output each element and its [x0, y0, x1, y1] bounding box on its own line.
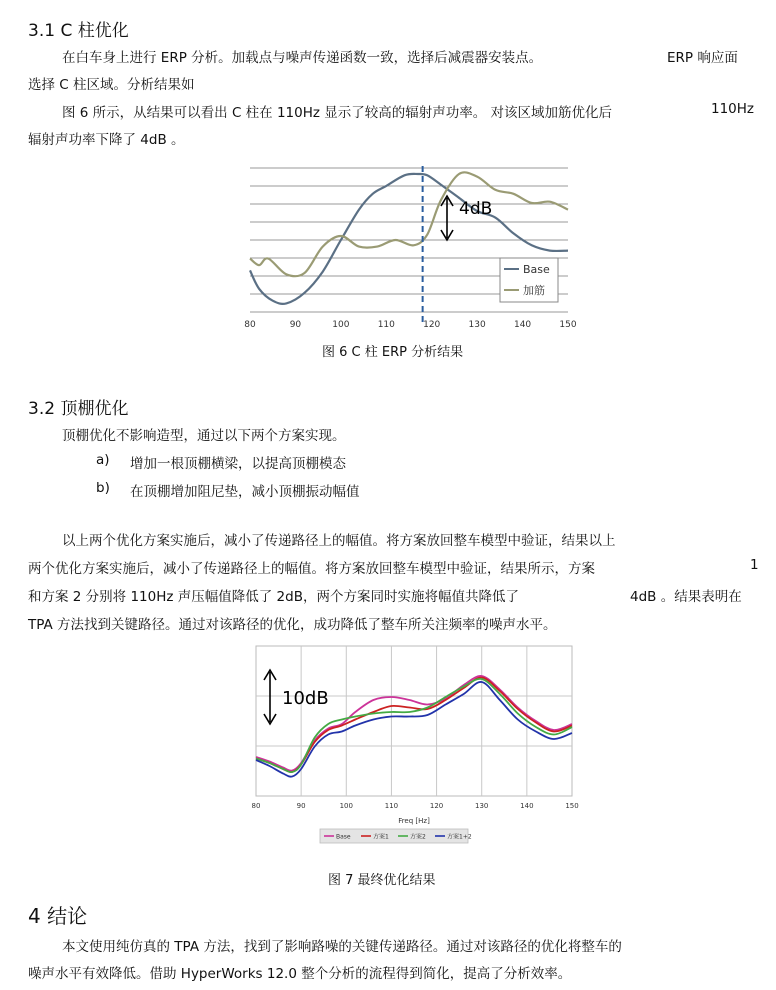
- s31-line-1-right: ERP 响应面: [667, 50, 738, 66]
- s31-line-3: 图 6 所示，从结果可以看出 C 柱在 110Hz 显示了较高的辐射声功率。 对该区域加筋优化后: [62, 105, 613, 121]
- figure-7-x-tick-label: 140: [520, 802, 534, 810]
- s32-para-line-1: 以上两个优化方案实施后，减小了传递路径上的幅值。将方案放回整车模型中验证，结果以上: [62, 533, 616, 549]
- s32-para-line-2-right: 1: [750, 557, 759, 573]
- figure-6-legend-base: Base: [523, 263, 550, 276]
- figure-6-x-ticks: [244, 320, 577, 330]
- figure-7-x-tick-label: 120: [429, 802, 444, 810]
- figure-7-x-tick-label: 80: [251, 802, 261, 810]
- figure-7-legend-plan-2: 方案2: [410, 833, 426, 841]
- list-item-a-text: 增加一根顶棚横梁，以提高顶棚模态: [130, 456, 346, 472]
- figure-7-x-tick-label: 100: [339, 802, 353, 810]
- s31-line-1: 在白车身上进行 ERP 分析。加载点与噪声传递函数一致，选择后减震器安装点。: [62, 50, 543, 66]
- s32-para-line-3: 和方案 2 分别将 110Hz 声压幅值降低了 2dB，两个方案同时实施将幅值共降低了: [28, 589, 519, 605]
- figure-6-x-tick-label: 130: [468, 320, 486, 330]
- figure-6-legend-rib: 加筋: [523, 284, 545, 297]
- figure-6-legend: [500, 258, 558, 302]
- figure-6-x-tick-label: 100: [332, 320, 350, 330]
- figure-7-x-ticks: [252, 802, 579, 810]
- section-4-heading: 4 结论: [28, 904, 88, 928]
- s32-intro: 顶棚优化不影响造型，通过以下两个方案实现。: [62, 428, 346, 444]
- figure-6-x-tick-label: 80: [244, 320, 256, 330]
- figure-7-x-tick-label: 90: [296, 802, 306, 810]
- s32-para-line-2: 两个优化方案实施后，减小了传递路径上的幅值。将方案放回整车模型中验证，结果所示，方案: [28, 561, 595, 577]
- figure-7-x-tick-label: 110: [384, 802, 399, 810]
- figure-7-legend-plan-1-2: 方案1+2: [447, 833, 472, 841]
- figure-7-x-tick-label: 150: [565, 802, 579, 810]
- section-3-1-heading: 3.1 C 柱优化: [28, 21, 129, 41]
- figure-7-chart: [248, 640, 580, 846]
- s4-line-2: 噪声水平有效降低。借助 HyperWorks 12.0 整个分析的流程得到简化，提高了分析效率。: [28, 966, 572, 982]
- figure-6-x-tick-label: 110: [377, 320, 395, 330]
- section-3-2-heading: 3.2 顶棚优化: [28, 399, 129, 419]
- s32-para-line-3-right: 4dB 。结果表明在: [630, 589, 742, 605]
- s32-para-line-4: TPA 方法找到关键路径。通过对该路径的优化，成功降低了整车所关注频率的噪声水平。: [28, 617, 557, 633]
- figure-7-caption: 图 7 最终优化结果: [328, 873, 436, 888]
- s31-line-4: 辐射声功率下降了 4dB 。: [28, 132, 185, 148]
- figure-6-x-tick-label: 120: [423, 320, 441, 330]
- list-item-b-text: 在顶棚增加阻尼垫，减小顶棚振动幅值: [130, 484, 360, 500]
- s31-line-2: 选择 C 柱区域。分析结果如: [28, 77, 195, 93]
- figure-6-x-tick-label: 150: [559, 320, 577, 330]
- figure-7-legend-plan-1: 方案1: [373, 833, 389, 841]
- figure-6-x-tick-label: 140: [513, 320, 532, 330]
- figure-6-x-tick-label: 90: [289, 320, 302, 330]
- figure-6-caption: 图 6 C 柱 ERP 分析结果: [322, 345, 464, 360]
- figure-6-arrow: [441, 196, 453, 240]
- s31-line-3-right: 110Hz: [711, 101, 755, 117]
- figure-6-chart: [238, 162, 580, 334]
- figure-7-x-tick-label: 130: [475, 802, 489, 810]
- list-item-a-marker: a): [96, 452, 110, 468]
- s4-line-1: 本文使用纯仿真的 TPA 方法，找到了影响路噪的关键传递路径。通过对该路径的优化将整车的: [62, 939, 622, 955]
- figure-6-annotation: 4dB: [459, 199, 493, 219]
- figure-7-legend-base: Base: [336, 833, 351, 841]
- list-item-b-marker: b): [96, 480, 110, 496]
- figure-7-x-label: Freq [Hz]: [398, 817, 430, 825]
- figure-7-annotation: 10dB: [282, 688, 329, 709]
